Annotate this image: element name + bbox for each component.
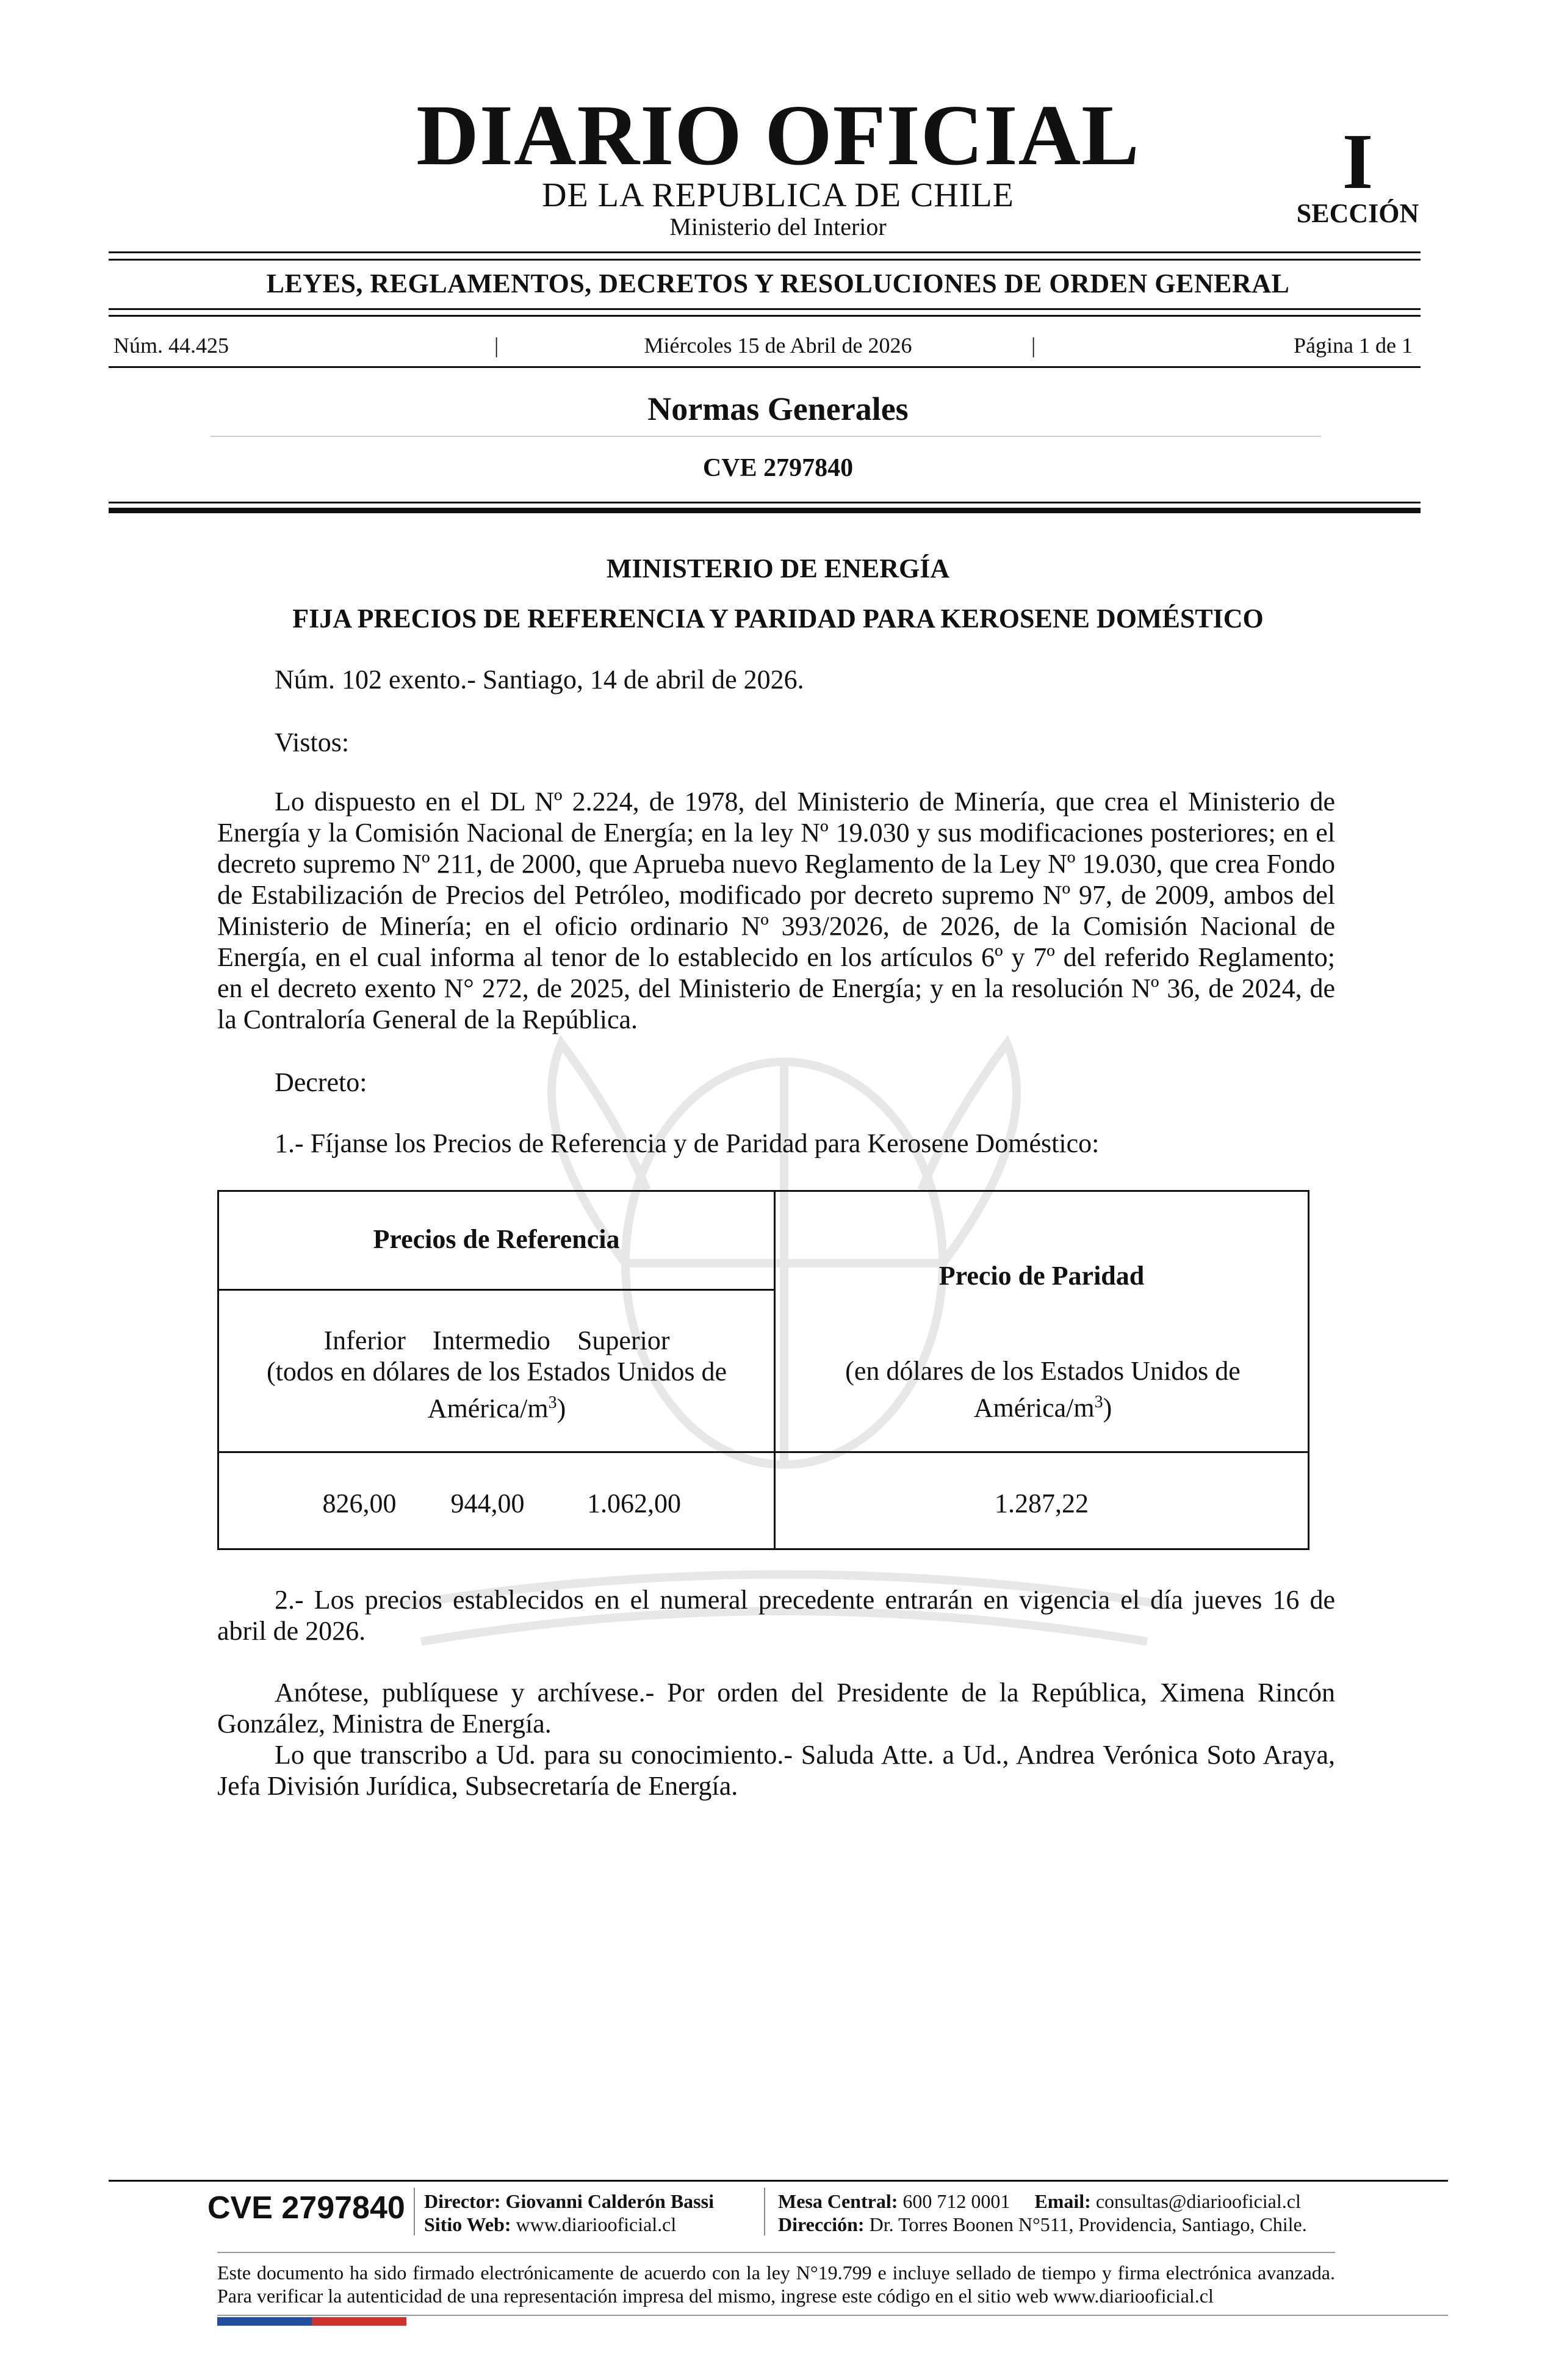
category-heading: LEYES, REGLAMENTOS, DECRETOS Y RESOLUCIONES DE ORDEN GENERAL [266,269,1290,298]
section-label: SECCIÓN [1296,198,1419,228]
header-rule-thin [109,251,1421,253]
info-separator: | [1031,333,1036,358]
footer-note-rule [217,2252,1335,2253]
parity-price-header: Precio de Paridad [938,1261,1145,1291]
category-rule [109,308,1421,310]
flag-bar-blue [217,2317,312,2326]
address-text: Dr. Torres Boonen N°511, Providencia, Santiago, Chile. [869,2213,1307,2235]
cve-code: CVE 2797840 [702,454,854,482]
reference-prices-header: Precios de Referencia [373,1224,620,1254]
decree-number-line: Núm. 102 exento.- Santiago, 14 de abril de 2026. [275,665,804,694]
masthead-ministry: Ministerio del Interior [669,213,887,240]
vistos-label: Vistos: [275,727,350,757]
footer-contact-block [778,2190,1307,2236]
section-title: Normas Generales [647,391,909,427]
closing-order: Anótese, publíquese y archívese.- Por orden del Presidente de la República, Ximena Rincón González, Ministra de Energía. [217,1678,1335,1739]
info-rule [109,366,1421,368]
email-label: Email: [1034,2190,1091,2212]
value-paridad: 1.287,22 [995,1488,1089,1518]
unit-exponent: 3 [548,1393,557,1412]
director-label: Director: [424,2190,501,2212]
unit-exponent: 3 [1094,1393,1103,1412]
price-table [217,1190,1309,1550]
address-label: Dirección: [778,2213,865,2235]
col-intermedio: Intermedio [432,1325,550,1355]
decreto-label: Decreto: [275,1067,367,1097]
parity-unit: (en dólares de los Estados Unidos de América/m [845,1356,1241,1423]
article-2: 2.- Los precios establecidos en el numeral precedente entrarán en vigencia el día jueves 16 de abril de 2026. [217,1585,1335,1646]
issue-date: Miércoles 15 de Abril de 2026 [644,333,912,358]
issue-number: Núm. 44.425 [113,333,229,358]
value-superior: 1.062,00 [587,1488,681,1518]
footer-director-block [424,2190,714,2236]
footer-signature-note: Este documento ha sido firmado electrónicamente de acuerdo con la ley N°19.799 e incluye sellado de tiempo y firma electrónica avanzada. Para verificar la autenticidad de una representación impresa del mismo, ingrese este código en el sitio web www.diariooficial.cl [217,2262,1335,2307]
page-indicator: Página 1 de 1 [1294,333,1413,358]
table-row-divider [219,1451,1308,1453]
section-number: I [1342,118,1374,206]
unit-close: ) [1103,1393,1112,1423]
col-superior: Superior [577,1325,670,1355]
document-title: FIJA PRECIOS DE REFERENCIA Y PARIDAD PARA KEROSENE DOMÉSTICO [292,604,1264,633]
flag-bar-red [312,2317,406,2326]
section-rule [109,502,1421,503]
category-rule-2 [109,315,1421,317]
email-link[interactable]: consultas@diariooficial.cl [1095,2190,1301,2212]
footer-bottom-rule [217,2315,1448,2316]
website-link[interactable]: www.diariooficial.cl [516,2213,677,2235]
vistos-paragraph: Lo dispuesto en el DL Nº 2.224, de 1978, del Ministerio de Minería, que crea el Ministerio de Energía y la Comisión Nacional de Energía; en la ley Nº 19.030 y sus modificaciones posteriores; en el decreto supremo Nº 211, de 2000, que Aprueba nuevo Reglamento de la Ley Nº 19.030, que crea Fondo de Estabilización de Precios del Petróleo, modificado por decreto supremo Nº 97, de 2009, ambos del Ministerio de Minería; en el oficio ordinario Nº 393/2026, de 2026, de la Comisión Nacional de Energía, en el cual informa al tenor de lo establecido en los artículos 6º y 7º del referido Reglamento; en el decreto exento N° 272, de 2025, del Ministerio de Energía; y en la resolución Nº 36, de 2024, de la Contraloría General de la República. [217,787,1335,1034]
closing-transcription: Lo que transcribo a Ud. para su conocimiento.- Saluda Atte. a Ud., Andrea Verónica Soto Araya, Jefa División Jurídica, Subsecretaría de Energía. [217,1740,1335,1801]
header-rule-thin-2 [109,259,1421,261]
masthead-subtitle: DE LA REPUBLICA DE CHILE [542,176,1014,214]
section-rule-thick [109,508,1421,513]
footer-separator [414,2188,415,2235]
mesa-phone: 600 712 0001 [902,2190,1010,2212]
section-divider [211,436,1321,437]
footer-separator [764,2188,765,2235]
parity-unit-cell [823,1355,1262,1424]
unit-close: ) [556,1393,566,1424]
footer-cve: CVE 2797840 [207,2190,405,2226]
director-name: Giovanni Calderón Bassi [505,2190,714,2212]
info-separator: | [494,333,499,358]
document-ministry: MINISTERIO DE ENERGÍA [606,554,950,583]
article-1: 1.- Fíjanse los Precios de Referencia y de Paridad para Kerosene Doméstico: [275,1128,1100,1158]
masthead-title: DIARIO OFICIAL [416,87,1140,183]
footer-rule [109,2180,1448,2182]
value-inferior: 826,00 [322,1488,397,1518]
web-label: Sitio Web: [424,2213,511,2235]
reference-columns [243,1325,750,1424]
mesa-label: Mesa Central: [778,2190,898,2212]
table-header-divider [219,1289,774,1291]
col-inferior: Inferior [323,1325,406,1355]
reference-unit: (todos en dólares de los Estados Unidos de América/m [267,1357,727,1424]
value-intermedio: 944,00 [450,1488,525,1518]
